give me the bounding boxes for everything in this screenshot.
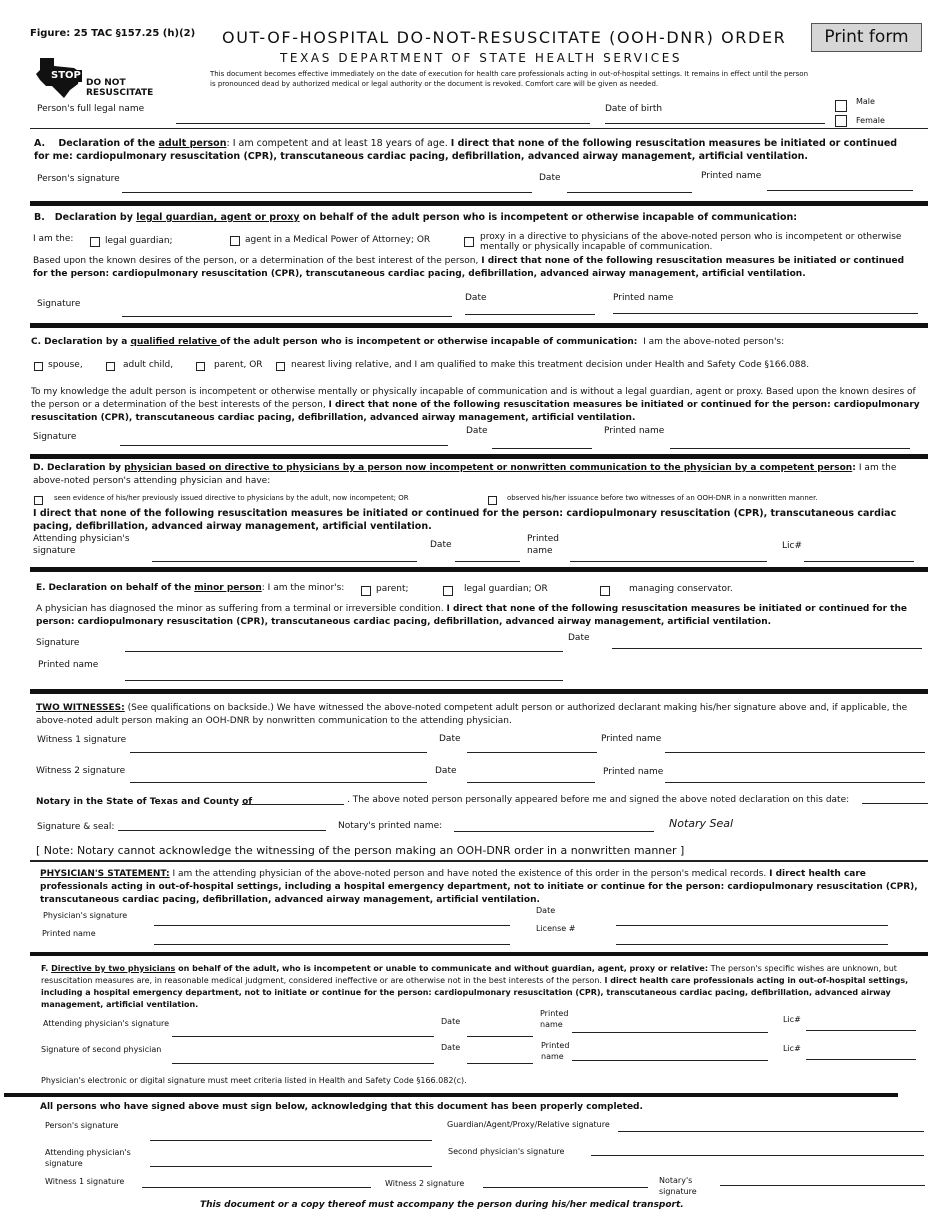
- e-parent-checkbox[interactable]: [361, 586, 371, 596]
- section-a-heading: A. Declaration of the adult person: I am competent and at least 18 years of age. I direct that none of the following resuscitation measures be initiated or continued for me: cardiopulmonary resuscitation (CPR), transcutaneous cardiac pacing, defibrillation, advanced airway management, artificial ventilation.: [34, 138, 898, 162]
- f-second-signature-field[interactable]: [172, 1063, 434, 1064]
- notary-printed-field[interactable]: [454, 831, 654, 832]
- d-lic-field[interactable]: [804, 561, 914, 562]
- footer-note: This document or a copy thereof must accompany the person during his/her medical transport.: [200, 1200, 684, 1210]
- a-printed-label: Printed name: [701, 171, 762, 181]
- b-printed-label: Printed name: [613, 293, 674, 303]
- section-divider: [30, 567, 928, 572]
- final-attending-label: Attending physician's signature: [45, 1148, 131, 1168]
- b-agent-checkbox[interactable]: [230, 236, 240, 246]
- c-parent-label: parent, OR: [214, 360, 263, 370]
- final-attending-field[interactable]: [150, 1166, 432, 1167]
- d-date-label: Date: [430, 540, 452, 550]
- section-divider: [30, 201, 928, 206]
- notary-seal-text: Notary Seal: [669, 817, 734, 830]
- a-signature-field[interactable]: [122, 192, 532, 193]
- final-guardian-field[interactable]: [618, 1131, 924, 1132]
- section-divider: [30, 689, 928, 694]
- male-checkbox[interactable]: [835, 100, 847, 112]
- male-label: Male: [856, 97, 875, 106]
- c-relative-label: nearest living relative, and I am qualified to make this treatment decision under Health and Safety Code §166.088.: [291, 360, 810, 370]
- final-guardian-label: Guardian/Agent/Proxy/Relative signature: [447, 1120, 610, 1129]
- b-proxy-label: proxy in a directive to physicians of the above-noted person who is incompetent or otherwise mentally or physically incapable of communication.: [480, 232, 902, 252]
- logo-dnr-text: DO NOT RESUSCITATE: [86, 78, 154, 98]
- f-date1-label: Date: [441, 1017, 461, 1026]
- witness2-label: Witness 2 signature: [36, 766, 126, 776]
- e-parent-label: parent;: [376, 584, 409, 594]
- c-printed-field[interactable]: [670, 448, 910, 449]
- c-signature-field[interactable]: [120, 445, 448, 446]
- f-lic1-label: Lic#: [783, 1015, 801, 1024]
- e-printed-label: Printed name: [38, 660, 99, 670]
- e-signature-field[interactable]: [125, 651, 563, 652]
- f-lic2-label: Lic#: [783, 1044, 801, 1053]
- witness2-date-field[interactable]: [467, 782, 595, 783]
- physician-date-field[interactable]: [616, 925, 888, 926]
- physician-license-label: License #: [536, 924, 576, 933]
- c-adult-child-label: adult child,: [123, 360, 174, 370]
- b-i-am-label: I am the:: [33, 234, 74, 244]
- notary-county-field[interactable]: [242, 804, 344, 805]
- section-divider: [30, 454, 928, 459]
- witnesses-heading: TWO WITNESSES: (See qualifications on backside.) We have witnessed the above-noted competent adult person or authorized declarant making his/her signature above and, if applicable, the above-noted adult person making an OOH-DNR by nonwritten communication to the attending physician.: [36, 703, 908, 726]
- f-printed1-field[interactable]: [572, 1032, 768, 1033]
- f-attending-signature-field[interactable]: [172, 1036, 434, 1037]
- d-signature-label: Attending physician's signature: [33, 534, 130, 556]
- f-date2-label: Date: [441, 1043, 461, 1052]
- print-form-button[interactable]: Print form: [811, 23, 922, 52]
- c-date-label: Date: [466, 426, 488, 436]
- e-conservator-label: managing conservator.: [629, 584, 733, 594]
- witness2-date-label: Date: [435, 766, 457, 776]
- section-divider: [30, 952, 928, 956]
- d-observed-checkbox[interactable]: [488, 496, 497, 505]
- section-e-heading: E. Declaration on behalf of the minor person: I am the minor's:: [36, 583, 345, 593]
- c-parent-checkbox[interactable]: [196, 362, 205, 371]
- b-agent-label: agent in a Medical Power of Attorney; OR: [245, 235, 431, 245]
- witness2-signature-field[interactable]: [130, 782, 427, 783]
- e-guardian-checkbox[interactable]: [443, 586, 453, 596]
- c-spouse-label: spouse,: [48, 360, 83, 370]
- b-signature-label: Signature: [37, 299, 81, 309]
- section-b-body: Based upon the known desires of the person, or a determination of the best interest of the person, I direct that none of the following resuscitation measures be initiated or continued for the person: cardiopulmonary resuscitation (CPR), transcutaneous cardiac pacing, defibrillation, advanced airway management, artificial ventilation.: [33, 256, 905, 279]
- notary-date-field[interactable]: [862, 803, 928, 804]
- final-witness1-field[interactable]: [142, 1187, 371, 1188]
- logo-stop-text: STOP: [51, 70, 81, 81]
- b-proxy-checkbox[interactable]: [464, 237, 474, 247]
- divider: [30, 128, 928, 129]
- notary-signature-field[interactable]: [118, 830, 326, 831]
- d-printed-label: Printed name: [527, 534, 559, 556]
- c-relative-checkbox[interactable]: [276, 362, 285, 371]
- witness1-signature-field[interactable]: [130, 752, 427, 753]
- d-observed-label: observed his/her issuance before two witnesses of an OOH-DNR in a nonwritten manner.: [507, 494, 818, 502]
- a-signature-label: Person's signature: [37, 174, 120, 184]
- c-date-field[interactable]: [492, 448, 592, 449]
- f-lic1-field[interactable]: [806, 1030, 916, 1031]
- f-second-signature-label: Signature of second physician: [41, 1045, 162, 1054]
- final-person-label: Person's signature: [45, 1121, 119, 1130]
- c-signature-label: Signature: [33, 432, 77, 442]
- f-date1-field[interactable]: [467, 1036, 533, 1037]
- section-f-heading: F. Directive by two physicians on behalf of the adult, who is incompetent or unable to communicate and without guardian, agent, proxy or relative: The person's specific wishes are unknown, but resuscitation measures are, in reasonable medical judgment, considered ineffective or are otherwise not in the best interests of the person. I direct health care professionals acting in out-of-hospital settings, including a hospital emergency department, not to initiate or continue for the person: cardiopulmonary resuscitation (CPR), transcutaneous cardiac pacing, defibrillation, advanced airway management, artificial ventilation.: [41, 964, 909, 1009]
- d-printed-field[interactable]: [570, 561, 767, 562]
- notary-printed-label: Notary's printed name:: [338, 821, 443, 831]
- b-legal-guardian-checkbox[interactable]: [90, 237, 100, 247]
- final-person-field[interactable]: [150, 1140, 432, 1141]
- witness1-date-field[interactable]: [467, 752, 597, 753]
- e-guardian-label: legal guardian; OR: [464, 584, 548, 594]
- a-date-field[interactable]: [567, 192, 692, 193]
- form-title: OUT-OF-HOSPITAL DO-NOT-RESUSCITATE (OOH-DNR) ORDER: [222, 28, 787, 47]
- witness1-printed-label: Printed name: [601, 734, 662, 744]
- full-name-label: Person's full legal name: [37, 104, 145, 114]
- final-second-field[interactable]: [591, 1155, 924, 1156]
- witness1-label: Witness 1 signature: [37, 735, 127, 745]
- dob-field[interactable]: [605, 123, 825, 124]
- d-seen-evidence-label: seen evidence of his/her previously issued directive to physicians by the adult, now incompetent; OR: [54, 494, 409, 502]
- b-date-label: Date: [465, 293, 487, 303]
- e-date-field[interactable]: [612, 648, 922, 649]
- texas-stop-logo: [34, 56, 154, 100]
- dob-label: Date of birth: [605, 104, 663, 114]
- physician-printed-field[interactable]: [154, 944, 510, 945]
- final-heading: All persons who have signed above must sign below, acknowledging that this document has been properly completed.: [40, 1102, 643, 1112]
- section-d-directive: I direct that none of the following resuscitation measures be initiated or continued for the person: cardiopulmonary resuscitation (CPR), transcutaneous cardiac pacing, defibrillation, advanced airway management, artificial ventilation.: [33, 508, 897, 532]
- d-lic-label: Lic#: [782, 541, 803, 551]
- witness1-printed-field[interactable]: [665, 752, 925, 753]
- final-witness2-label: Witness 2 signature: [385, 1179, 465, 1188]
- final-second-label: Second physician's signature: [448, 1147, 565, 1156]
- physician-signature-label: Physician's signature: [43, 911, 128, 920]
- form-subtitle: TEXAS DEPARTMENT OF STATE HEALTH SERVICES: [280, 51, 683, 65]
- b-signature-field[interactable]: [122, 316, 452, 317]
- f-printed1-label: Printed name: [540, 1009, 569, 1029]
- notary-note: [ Note: Notary cannot acknowledge the witnessing of the person making an OOH-DNR order in a nonwritten manner ]: [36, 844, 685, 857]
- f-printed2-field[interactable]: [572, 1060, 768, 1061]
- figure-reference: Figure: 25 TAC §157.25 (h)(2): [30, 28, 196, 39]
- physician-date-label: Date: [536, 906, 556, 915]
- female-checkbox[interactable]: [835, 115, 847, 127]
- f-attending-signature-label: Attending physician's signature: [43, 1019, 170, 1028]
- c-adult-child-checkbox[interactable]: [106, 362, 115, 371]
- final-witness2-field[interactable]: [483, 1187, 648, 1188]
- female-label: Female: [856, 116, 885, 125]
- section-divider: [4, 1093, 898, 1097]
- section-c-heading: C. Declaration by a qualified relative of the adult person who is incompetent or otherwise incapable of communication: I am the above-noted person's:: [31, 337, 785, 347]
- b-legal-guardian-label: legal guardian;: [105, 236, 173, 246]
- e-signature-label: Signature: [36, 638, 80, 648]
- notary-county-label: Notary in the State of Texas and County of: [36, 797, 253, 807]
- d-date-field[interactable]: [455, 561, 520, 562]
- divider: [30, 860, 928, 862]
- section-c-body: To my knowledge the adult person is incompetent or otherwise mentally or physically incapable of communication and is without a legal guardian, agent or proxy. Based upon the known desires of the person or a determination of the best interests of the person, I direct that none of the following resuscitation measures be initiated or continued for the person: cardiopulmonary resuscitation (CPR), transcutaneous cardiac pacing, defibrillation, advanced airway management, artificial ventilation.: [31, 387, 920, 423]
- c-printed-label: Printed name: [604, 426, 665, 436]
- e-printed-field[interactable]: [125, 680, 563, 681]
- f-lic2-field[interactable]: [806, 1059, 916, 1060]
- witness2-printed-label: Printed name: [603, 767, 664, 777]
- notary-appeared-text: . The above noted person personally appeared before me and signed the above noted declaration on this date:: [347, 795, 850, 805]
- a-date-label: Date: [539, 173, 561, 183]
- final-notary-label: Notary's signature: [659, 1176, 697, 1196]
- section-divider: [30, 323, 928, 328]
- witness1-date-label: Date: [439, 734, 461, 744]
- d-signature-field[interactable]: [152, 561, 417, 562]
- a-printed-field[interactable]: [767, 190, 913, 191]
- f-electronic-note: Physician's electronic or digital signature must meet criteria listed in Health and Safety Code §166.082(c).: [41, 1076, 467, 1085]
- f-printed2-label: Printed name: [541, 1041, 570, 1061]
- e-date-label: Date: [568, 633, 590, 643]
- c-spouse-checkbox[interactable]: [34, 362, 43, 371]
- b-date-field[interactable]: [465, 314, 595, 315]
- e-conservator-checkbox[interactable]: [600, 586, 610, 596]
- f-date2-field[interactable]: [467, 1063, 533, 1064]
- final-witness1-label: Witness 1 signature: [45, 1177, 125, 1186]
- full-name-field[interactable]: [176, 123, 590, 124]
- physician-printed-label: Printed name: [42, 929, 96, 938]
- final-notary-field[interactable]: [720, 1185, 925, 1186]
- intro-text: This document becomes effective immediately on the date of execution for health care professionals acting in out-of-hospital settings. It remains in effect until the person is pronounced dead by authorized medical or legal authority or the document is revoked. Comfort care will be given as needed.: [210, 70, 809, 88]
- physician-statement: PHYSICIAN'S STATEMENT: I am the attending physician of the above-noted person and have noted the existence of this order in the person's medical records. I direct health care professionals acting in out-of-hospital settings, including a hospital emergency department, not to initiate or continue for the person: cardiopulmonary resuscitation (CPR), transcutaneous cardiac pacing, defibrillation, advanced airway management, artificial ventilation.: [40, 869, 918, 905]
- physician-license-field[interactable]: [616, 944, 888, 945]
- b-printed-field[interactable]: [613, 313, 918, 314]
- section-e-body: A physician has diagnosed the minor as suffering from a terminal or irreversible condition. I direct that none of the following resuscitation measures be initiated or continued for the person: cardiopulmonary resuscitation (CPR), transcutaneous cardiac pacing, defibrillation, advanced airway management, artificial ventilation.: [36, 604, 907, 627]
- section-b-heading: B. Declaration by legal guardian, agent or proxy on behalf of the adult person who is incompetent or otherwise incapable of communication:: [34, 212, 798, 223]
- witness2-printed-field[interactable]: [665, 782, 925, 783]
- section-d-heading: D. Declaration by physician based on directive to physicians by a person now incompetent or nonwritten communication to the physician by a competent person: I am the above-noted person's attending physician and have:: [33, 463, 897, 486]
- notary-seal-label: Signature & seal:: [37, 822, 115, 832]
- d-seen-evidence-checkbox[interactable]: [34, 496, 43, 505]
- physician-signature-field[interactable]: [154, 925, 510, 926]
